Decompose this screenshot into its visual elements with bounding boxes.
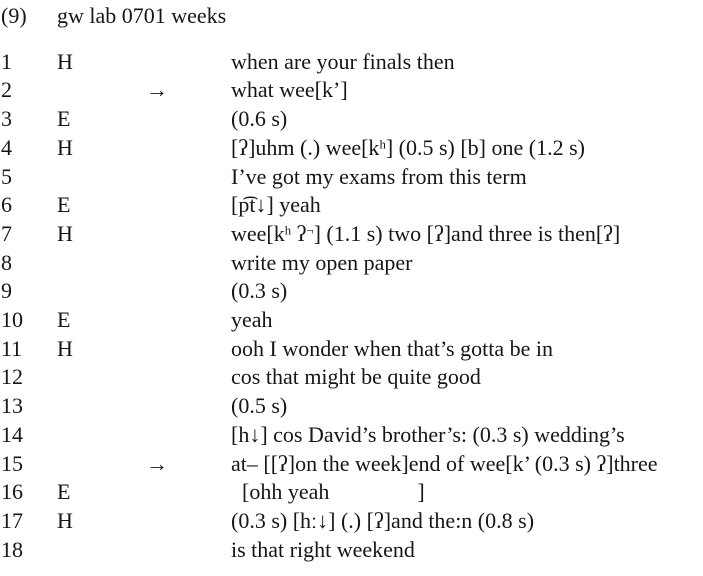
transcript-body: [1, 48, 703, 565]
line-number: 6: [1, 192, 12, 218]
arrow-icon: [146, 306, 231, 335]
line-speaker: H: [57, 507, 73, 533]
arrow-icon: [146, 335, 231, 364]
arrow-icon: [146, 220, 231, 249]
transcript-line: [1, 163, 703, 192]
line-speaker: H: [57, 134, 73, 160]
arrow-icon: [146, 134, 231, 163]
arrow-icon: [146, 421, 231, 450]
transcript-line: [1, 134, 703, 163]
line-number: 9: [1, 278, 12, 304]
transcript-line: [1, 306, 703, 335]
line-speaker: H: [57, 48, 73, 74]
line-speaker: [57, 76, 146, 105]
line-text: [h↓] cos David’s brother’s: (0.3 s) wedding’s: [231, 421, 625, 447]
transcript-line: [1, 536, 703, 565]
arrow-icon: [146, 277, 231, 306]
transcript-line: [1, 392, 703, 421]
recording-title: gw lab 0701 weeks: [57, 3, 227, 28]
line-text: yeah: [231, 307, 273, 333]
transcript-line: [1, 421, 703, 450]
line-speaker: [57, 536, 146, 565]
line-number: 17: [1, 507, 23, 533]
line-text: $wee[k^h$ ʔ¬] (1.1 s) two [ʔ]and three is then[ʔ]: [231, 220, 621, 246]
line-speaker: [57, 392, 146, 421]
line-number: 11: [1, 335, 23, 361]
line-text: cos that might be quite good: [231, 364, 481, 390]
line-speaker: H: [57, 220, 73, 246]
transcript-line: [1, 220, 703, 249]
arrow-icon: [146, 48, 231, 77]
line-speaker: [57, 277, 146, 306]
line-text: is that right weekend: [231, 536, 415, 562]
arrow-icon: [146, 105, 231, 134]
transcript-line: [1, 507, 703, 536]
line-number: 14: [1, 421, 23, 447]
arrow-icon: [146, 478, 231, 507]
line-text: when are your finals then: [231, 48, 455, 74]
line-number: 16: [1, 479, 23, 505]
arrow-icon: [146, 191, 231, 220]
transcript-line: [1, 335, 703, 364]
line-text: I’ve got my exams from this term: [231, 163, 527, 189]
line-speaker: E: [57, 479, 71, 505]
line-speaker: H: [57, 335, 73, 361]
arrow-icon: [146, 249, 231, 278]
line-text: (0.5 s): [231, 393, 288, 419]
transcript-line: [1, 249, 703, 278]
line-number: 1: [1, 48, 12, 74]
arrow-icon: [146, 507, 231, 536]
transcript-line: [1, 450, 703, 479]
line-number: 13: [1, 393, 23, 419]
arrow-icon: →: [146, 77, 168, 103]
arrow-icon: →: [146, 450, 168, 476]
line-text: [ohh yeah ]: [231, 479, 425, 505]
transcript-line: [1, 105, 703, 134]
line-number: 10: [1, 307, 23, 333]
line-text: what wee[k’]: [231, 77, 348, 103]
transcript-line: [1, 277, 703, 306]
arrow-icon: [146, 536, 231, 565]
line-text: (0.3 s) [hː↓] (.) [ʔ]and the:n (0.8 s): [231, 507, 535, 533]
line-number: 5: [1, 163, 12, 189]
line-text: ooh I wonder when that’s gotta be in: [231, 335, 553, 361]
line-speaker: E: [57, 192, 71, 218]
line-speaker: E: [57, 307, 71, 333]
arrow-icon: [146, 163, 231, 192]
line-text: at– [[ʔ]on the week]end of wee[k’ (0.3 s) ʔ]three: [231, 450, 658, 476]
line-speaker: [57, 450, 146, 479]
transcript-line: [1, 363, 703, 392]
arrow-icon: [146, 392, 231, 421]
line-text: write my open paper: [231, 249, 413, 275]
transcript-line: [1, 478, 703, 507]
line-speaker: [57, 363, 146, 392]
transcript-header: [1, 2, 703, 31]
line-speaker: [57, 163, 146, 192]
line-number: 15: [1, 450, 23, 476]
line-speaker: [57, 249, 146, 278]
line-number: 7: [1, 220, 12, 246]
transcript-line: [1, 48, 703, 77]
line-number: 18: [1, 536, 23, 562]
line-speaker: [57, 421, 146, 450]
line-text: (0.3 s): [231, 278, 288, 304]
line-number: 12: [1, 364, 23, 390]
line-speaker: E: [57, 106, 71, 132]
line-number: 2: [1, 77, 12, 103]
transcript-line: [1, 76, 703, 105]
example-number: (9): [1, 3, 27, 28]
line-text: (0.6 s): [231, 106, 288, 132]
transcript-line: [1, 191, 703, 220]
line-number: 4: [1, 134, 12, 160]
line-number: 8: [1, 249, 12, 275]
arrow-icon: [146, 363, 231, 392]
line-number: 3: [1, 106, 12, 132]
line-text: [ʔ]uhm (.) $wee[k^h]$ (0.5 s) [b] one (1.2 s): [231, 134, 585, 160]
line-text: [p͡t↓] yeah: [231, 192, 321, 218]
